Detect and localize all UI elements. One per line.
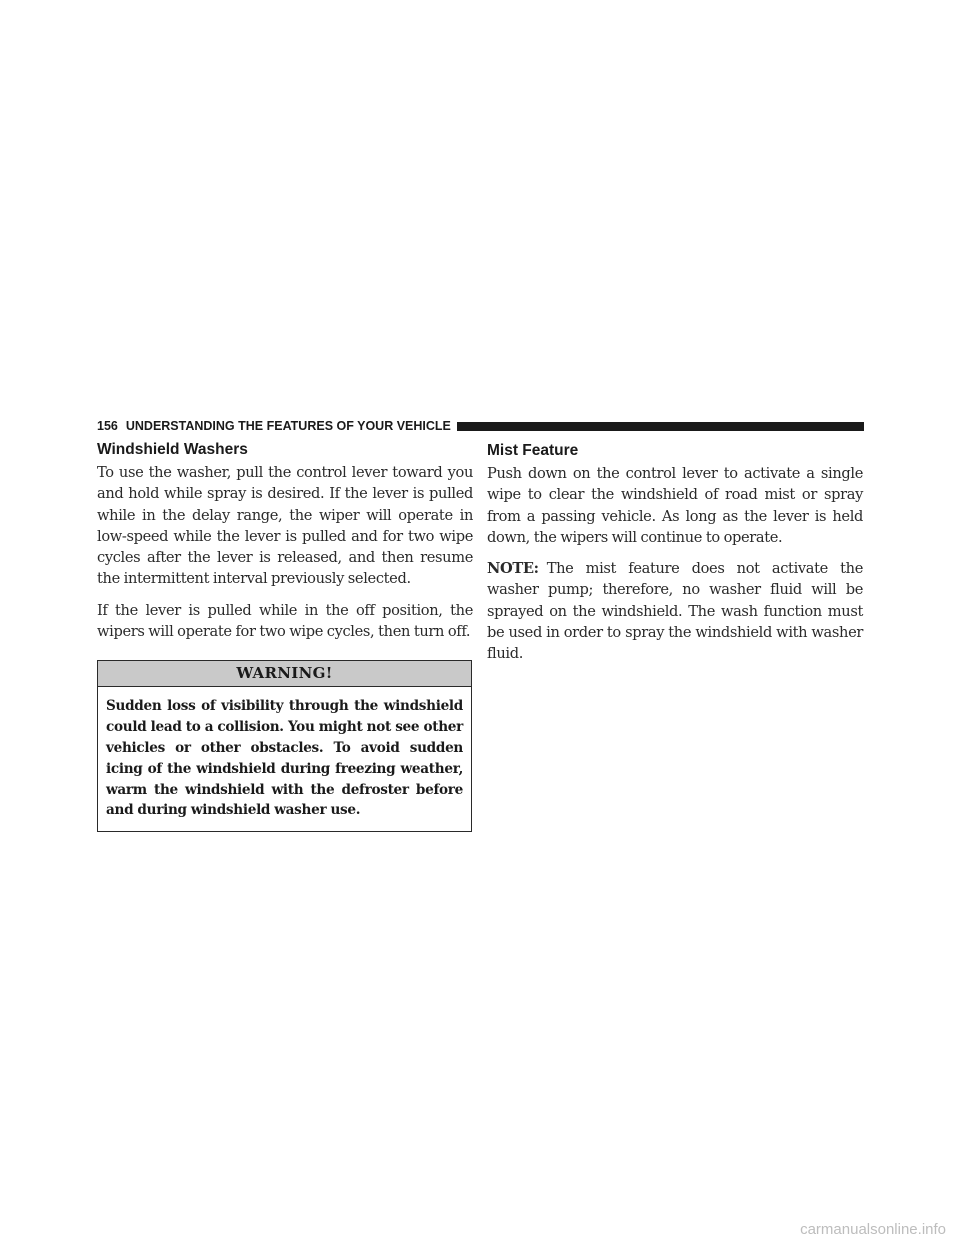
warning-box <box>97 660 472 832</box>
right-column <box>487 441 863 675</box>
section-title: UNDERSTANDING THE FEATURES OF YOUR VEHICLE <box>125 419 451 433</box>
page-number: 156 <box>97 419 118 433</box>
note-text: The mist feature does not activate the washer pump; therefore, no washer fluid will be sprayed on the windshield. The wash function must be used in order to spray the windshield with washer fluid. <box>487 560 863 663</box>
note-paragraph <box>487 558 863 664</box>
header-rule <box>457 422 864 431</box>
left-column <box>97 440 473 832</box>
mist-feature-heading: Mist Feature <box>487 442 579 459</box>
watermark[interactable]: carmanualsonline.info <box>800 1221 946 1238</box>
windshield-washers-heading: Windshield Washers <box>97 441 248 458</box>
page-header <box>97 419 864 433</box>
washer-paragraph-1: To use the washer, pull the control lever toward you and hold while spray is desired. If the lever is pulled while in the delay range, the wiper will operate in low-speed while the lever is pulled and for two wipe cycles after the lever is released, and then resume the intermittent interval previously selected. <box>97 464 473 588</box>
warning-body: Sudden loss of visibility through the windshield could lead to a collision. You might not see other vehicles or other obstacles. To avoid sudden icing of the windshield during freezing weather, warm the windshield with the defroster before and during windshield washer use. <box>106 698 463 819</box>
mist-paragraph-1: Push down on the control lever to activate a single wipe to clear the windshield of road mist or spray from a passing vehicle. As long as the lever is held down, the wipers will continue to operate. <box>487 465 863 546</box>
warning-title: WARNING! <box>98 661 471 687</box>
note-label: NOTE: <box>487 560 539 578</box>
washer-paragraph-2: If the lever is pulled while in the off position, the wipers will operate for two wipe cycles, then turn off. <box>97 601 473 641</box>
